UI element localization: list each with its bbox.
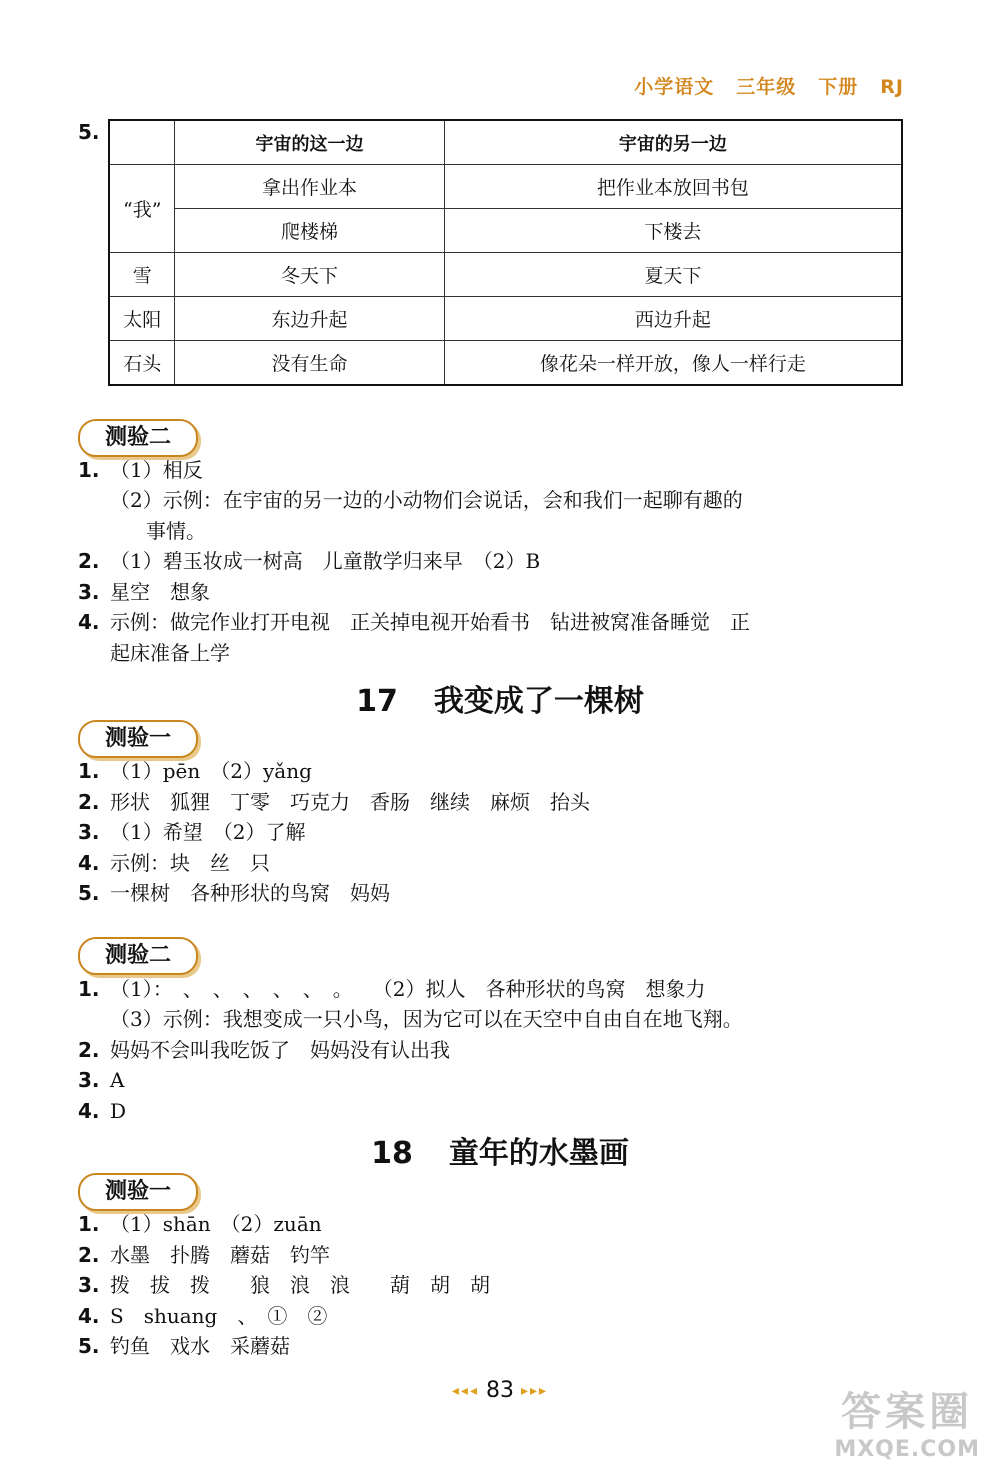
lesson-name: 童年的水墨画 [448, 1136, 629, 1171]
answer-line [78, 455, 203, 485]
answer-line [78, 878, 390, 908]
item-number: 2. [78, 790, 100, 814]
right-arrows-icon: ▸▸▸ [521, 1383, 549, 1399]
answer-line [78, 607, 750, 637]
question-number: 5. [78, 120, 100, 144]
watermark-logo [834, 1380, 980, 1462]
table-subject-cell: 太阳 [109, 297, 175, 341]
item-number: 2. [78, 1038, 100, 1062]
answer-line [78, 1240, 330, 1270]
table-subject-cell: 石头 [109, 341, 175, 386]
answer-line [78, 546, 540, 576]
item-text: 星空 想象 [110, 580, 210, 604]
item-text: 示例：做完作业打开电视 正关掉电视开始看书 钻进被窝准备睡觉 正 [110, 610, 750, 634]
item-text: （1）相反 [110, 458, 203, 482]
page-header [612, 72, 904, 99]
item-text: （1）碧玉妆成一树高 儿童散学归来早 （2）B [110, 549, 541, 573]
table-cell: 夏天下 [444, 253, 902, 297]
answer-line: 起床准备上学 [110, 641, 230, 665]
table-row [109, 209, 902, 253]
answer-line [78, 756, 312, 786]
item-text: 示例：块 丝 只 [110, 851, 270, 875]
table-cell: 拿出作业本 [175, 165, 444, 209]
answer-line [78, 848, 270, 878]
table-header-cell: 宇宙的这一边 [175, 120, 444, 165]
answer-line [78, 787, 590, 817]
lesson-number: 17 [356, 684, 398, 719]
table-header-cell: 宇宙的另一边 [444, 120, 902, 165]
table-cell: 爬楼梯 [175, 209, 444, 253]
item-number: 4. [78, 851, 100, 875]
table-row [109, 253, 902, 297]
item-text: 拨 拔 拨 狼 浪 浪 葫 胡 胡 [110, 1273, 490, 1297]
quiz-badge: 测验一 [78, 720, 198, 758]
lesson-title [0, 676, 1000, 720]
table-row [109, 165, 902, 209]
table-cell: 没有生命 [175, 341, 444, 386]
item-text: （1）shān （2）zuān [110, 1212, 322, 1236]
answer-line [78, 817, 305, 847]
table-cell: 像花朵一样开放，像人一样行走 [444, 341, 902, 386]
table-cell: 冬天下 [175, 253, 444, 297]
answer-line [78, 577, 210, 607]
header-subject: 小学语文 [634, 76, 715, 98]
answer-line [78, 1035, 450, 1065]
table-subject-cell: “我” [109, 165, 175, 253]
answer-line: （3）示例：我想变成一只小鸟，因为它可以在天空中自由自在地飞翔。 [110, 1007, 743, 1031]
answer-line: 事情。 [146, 519, 206, 543]
item-number: 3. [78, 580, 100, 604]
quiz-badge: 测验二 [78, 937, 198, 975]
left-arrows-icon: ◂◂◂ [451, 1383, 479, 1399]
lesson-name: 我变成了一棵树 [433, 684, 644, 719]
table-cell: 下楼去 [444, 209, 902, 253]
item-number: 4. [78, 1304, 100, 1328]
table-subject-cell: 雪 [109, 253, 175, 297]
item-number: 2. [78, 549, 100, 573]
item-text: （1）pēn （2）yǎng [110, 759, 312, 783]
item-number: 3. [78, 820, 100, 844]
table-header-cell [109, 120, 175, 165]
quiz-badge: 测验二 [78, 419, 198, 457]
item-number: 4. [78, 1099, 100, 1123]
item-text: 形状 狐狸 丁零 巧克力 香肠 继续 麻烦 抬头 [110, 790, 590, 814]
table-row [109, 297, 902, 341]
quiz-badge: 测验一 [78, 1173, 198, 1211]
page-number: 83 [486, 1378, 514, 1403]
answer-line [78, 1209, 322, 1239]
item-number: 2. [78, 1243, 100, 1267]
answer-line [78, 1065, 124, 1095]
answer-table [108, 119, 903, 386]
answer-line [78, 1096, 126, 1126]
item-text: 妈妈不会叫我吃饭了 妈妈没有认出我 [110, 1038, 450, 1062]
item-text: S shuang 、 ① ② [110, 1304, 328, 1328]
answer-line [78, 1301, 327, 1331]
item-text: 水墨 扑腾 蘑菇 钓竿 [110, 1243, 330, 1267]
item-number: 3. [78, 1273, 100, 1297]
answer-line [78, 974, 705, 1004]
table-cell: 把作业本放回书包 [444, 165, 902, 209]
watermark-text: 答案圈 [841, 1389, 974, 1435]
table-header-row [109, 120, 902, 165]
answer-line [78, 1331, 290, 1361]
item-number: 1. [78, 759, 100, 783]
item-number: 3. [78, 1068, 100, 1092]
item-text: （1）： 、 、 、 、 、 。 （2）拟人 各种形状的鸟窝 想象力 [110, 977, 706, 1001]
header-grade: 三年级 [736, 76, 797, 98]
table-cell: 东边升起 [175, 297, 444, 341]
header-edition: RJ [880, 76, 904, 98]
lesson-number: 18 [371, 1136, 413, 1171]
table-row [109, 341, 902, 386]
item-number: 5. [78, 881, 100, 905]
answer-line [78, 1270, 490, 1300]
answer-line: （2）示例：在宇宙的另一边的小动物们会说话，会和我们一起聊有趣的 [110, 488, 743, 512]
lesson-title [0, 1128, 1000, 1172]
item-number: 1. [78, 977, 100, 1001]
item-text: 钓鱼 戏水 采蘑菇 [110, 1334, 290, 1358]
item-text: （1）希望 （2）了解 [110, 820, 306, 844]
item-text: D [110, 1099, 127, 1123]
item-number: 5. [78, 1334, 100, 1358]
watermark-url: MXQE.COM [834, 1437, 980, 1462]
header-volume: 下册 [818, 76, 859, 98]
item-number: 1. [78, 1212, 100, 1236]
item-number: 4. [78, 610, 100, 634]
item-text: A [110, 1068, 125, 1092]
table-cell: 西边升起 [444, 297, 902, 341]
item-number: 1. [78, 458, 100, 482]
item-text: 一棵树 各种形状的鸟窝 妈妈 [110, 881, 390, 905]
